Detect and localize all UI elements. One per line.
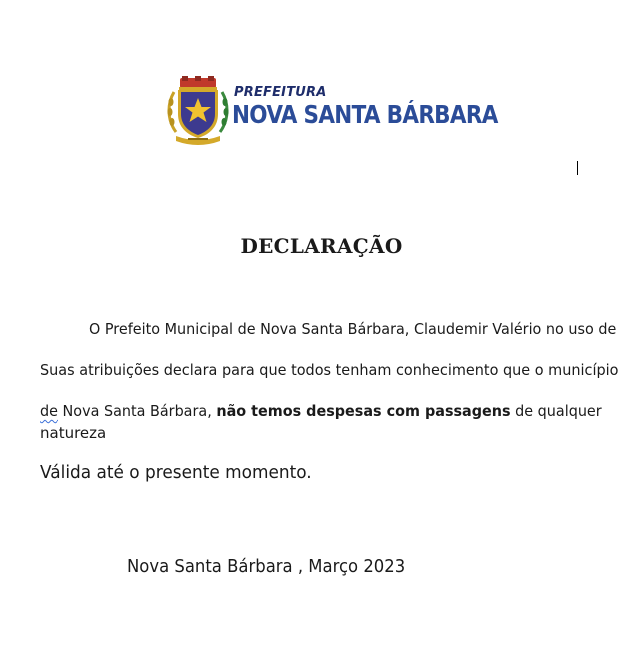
paragraph-line-3 [40,402,602,420]
text-cursor [577,161,578,175]
validity-statement: Válida até o presente momento. [40,462,312,483]
bold-phrase: não temos despesas com passagens [216,402,511,420]
logo-prefeitura-text: PREFEITURA [234,85,327,100]
paragraph-line-3-text: Nova Santa Bárbara, [57,402,217,420]
municipal-coat-of-arms-icon [166,74,230,146]
paragraph-line-2: Suas atribuições declara para que todos tenham conhecimento que o município [40,361,619,379]
place-and-date: Nova Santa Bárbara , Março 2023 [127,557,406,577]
paragraph-line-4: natureza [40,424,107,442]
paragraph-line-1: O Prefeito Municipal de Nova Santa Bárbara, Claudemir Valério no uso de [89,320,617,338]
logo-city-name: NOVA SANTA BÁRBARA [232,100,498,129]
document-title: DECLARAÇÃO [240,234,403,258]
paragraph-line-3-end: de qualquer [510,402,602,420]
prefeitura-logo [166,74,498,146]
spellcheck-word: de [40,402,58,420]
